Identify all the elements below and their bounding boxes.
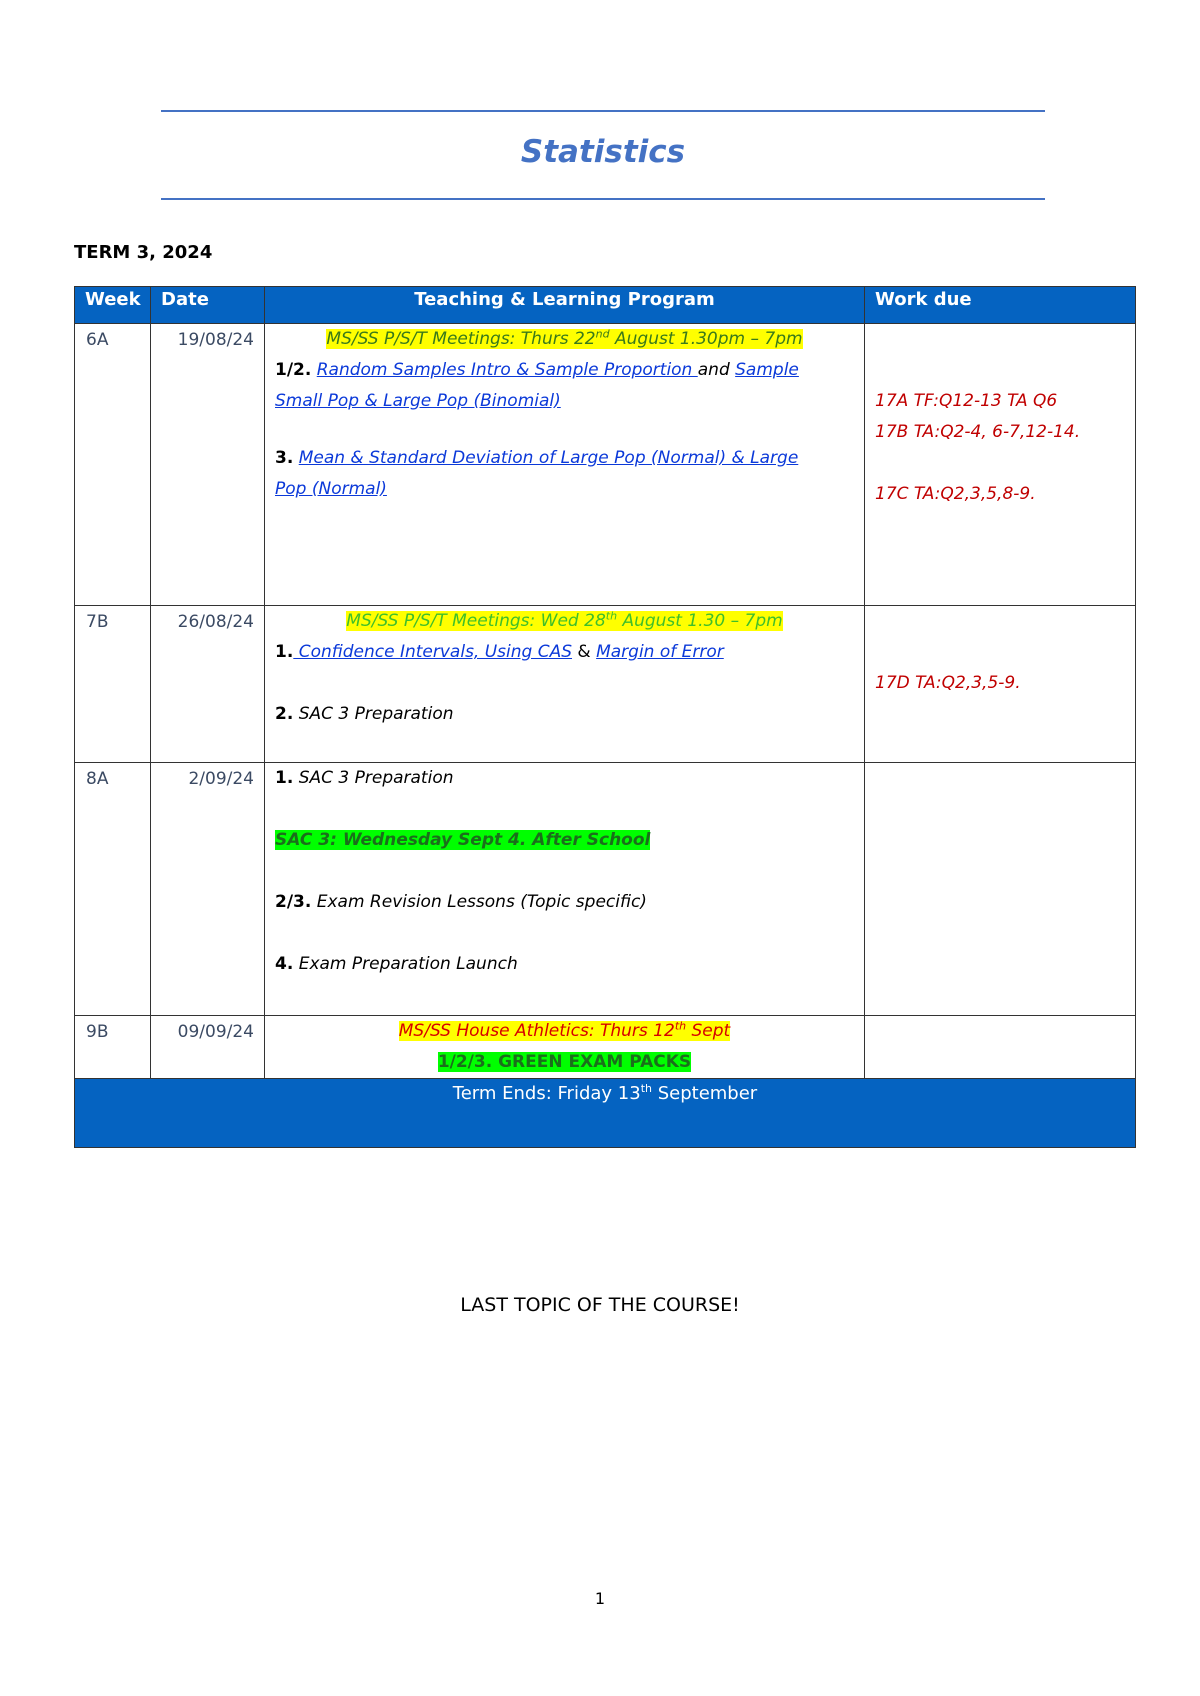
table-row: [75, 763, 1136, 1016]
lesson-number: 1.: [275, 642, 294, 662]
term-end-sup: th: [640, 1082, 652, 1095]
week-cell: 6A: [75, 324, 151, 606]
footer-note: LAST TOPIC OF THE COURSE!: [460, 1294, 740, 1316]
header-work-due: Work due: [865, 287, 1136, 324]
lesson-text: SAC 3 Preparation: [298, 768, 454, 788]
term-heading: TERM 3, 2024: [74, 242, 213, 263]
lesson-link[interactable]: Mean & Standard Deviation of Large Pop (Normal) & Large: [298, 448, 799, 468]
lesson-number: 1/2.: [275, 360, 312, 380]
lesson-line: [275, 887, 854, 918]
lesson-conjunction: and: [697, 360, 730, 380]
sac-line: [275, 825, 854, 856]
lesson-link[interactable]: Small Pop & Large Pop (Binomial): [275, 391, 561, 411]
work-item: 17D TA:Q2,3,5-9.: [875, 673, 1021, 693]
program-cell: [265, 606, 865, 763]
table-row: [75, 1016, 1136, 1079]
table-row: [75, 324, 1136, 606]
week-cell: 9B: [75, 1016, 151, 1079]
program-cell: [265, 763, 865, 1016]
lesson-link[interactable]: Sample: [735, 360, 799, 380]
date-cell: 19/08/24: [151, 324, 265, 606]
work-due-cell: [865, 763, 1136, 1016]
meeting-text-end: August 1.30 – 7pm: [617, 611, 783, 631]
work-item: 17B TA:Q2-4, 6-7,12-14.: [875, 422, 1081, 442]
lesson-line: [275, 699, 854, 730]
lesson-number: 3.: [275, 448, 294, 468]
meeting-text: MS/SS P/S/T Meetings: Wed 28: [346, 611, 606, 631]
term-end-label: Term Ends: Friday 13: [452, 1083, 641, 1104]
title-rule-bottom: [161, 198, 1045, 200]
lesson-line: [275, 443, 854, 474]
lesson-line: [275, 386, 854, 417]
meeting-line: [275, 606, 854, 637]
event-text-end: Sept: [686, 1021, 731, 1041]
lesson-line: [275, 474, 854, 505]
table-row: [75, 606, 1136, 763]
meeting-line: [275, 324, 854, 355]
lesson-number: 2/3.: [275, 892, 312, 912]
lesson-link[interactable]: Random Samples Intro & Sample Proportion: [316, 360, 698, 380]
term-end-label-end: September: [651, 1083, 758, 1104]
lesson-line: [275, 637, 854, 668]
date-cell: 26/08/24: [151, 606, 265, 763]
work-due-cell: [865, 1016, 1136, 1079]
header-program: Teaching & Learning Program: [265, 287, 865, 324]
lesson-line: [275, 949, 854, 980]
table-header-row: [75, 287, 1136, 324]
event-text: MS/SS House Athletics: Thurs 12: [398, 1021, 675, 1041]
meeting-text: MS/SS P/S/T Meetings: Thurs 22: [326, 329, 596, 349]
title-rule-top: [161, 110, 1045, 112]
header-date: Date: [151, 287, 265, 324]
work-item: 17C TA:Q2,3,5,8-9.: [875, 484, 1036, 504]
work-item: 17A TF:Q12-13 TA Q6: [875, 391, 1058, 411]
meeting-highlight: [326, 329, 802, 349]
lesson-conjunction: &: [577, 642, 591, 662]
work-due-cell: [865, 606, 1136, 763]
meeting-text-end: August 1.30pm – 7pm: [609, 329, 803, 349]
sac-highlight: SAC 3: Wednesday Sept 4. After School: [275, 830, 651, 850]
program-cell: [265, 324, 865, 606]
meeting-highlight: [346, 611, 782, 631]
lesson-link[interactable]: Margin of Error: [596, 642, 724, 662]
term-end-row: [75, 1079, 1136, 1148]
lesson-text: SAC 3 Preparation: [298, 704, 454, 724]
date-cell: 09/09/24: [151, 1016, 265, 1079]
page-number: 1: [594, 1589, 606, 1608]
lesson-line: [275, 355, 854, 386]
page-title: Statistics: [520, 134, 686, 170]
date-cell: 2/09/24: [151, 763, 265, 1016]
event-line: [275, 1016, 854, 1047]
lesson-number: 1.: [275, 768, 294, 788]
term-end-text: [75, 1079, 1135, 1104]
lesson-text: Exam Revision Lessons (Topic specific): [316, 892, 647, 912]
lesson-link[interactable]: Pop (Normal): [275, 479, 387, 499]
week-cell: 8A: [75, 763, 151, 1016]
packs-line: [275, 1047, 854, 1078]
lesson-number: 2.: [275, 704, 294, 724]
lesson-line: [275, 763, 854, 794]
work-due-cell: [865, 324, 1136, 606]
event-sup: th: [674, 1019, 687, 1033]
program-table: [74, 286, 1136, 1148]
meeting-sup: th: [605, 609, 618, 623]
lesson-text: Exam Preparation Launch: [298, 954, 518, 974]
header-week: Week: [75, 287, 151, 324]
event-highlight: [399, 1021, 730, 1041]
program-cell: [265, 1016, 865, 1079]
packs-highlight: 1/2/3. GREEN EXAM PACKS: [437, 1052, 692, 1072]
lesson-link[interactable]: Confidence Intervals, Using CAS: [293, 642, 573, 662]
week-cell: 7B: [75, 606, 151, 763]
lesson-number: 4.: [275, 954, 294, 974]
meeting-sup: nd: [595, 327, 610, 341]
term-end-cell: [75, 1079, 1136, 1148]
